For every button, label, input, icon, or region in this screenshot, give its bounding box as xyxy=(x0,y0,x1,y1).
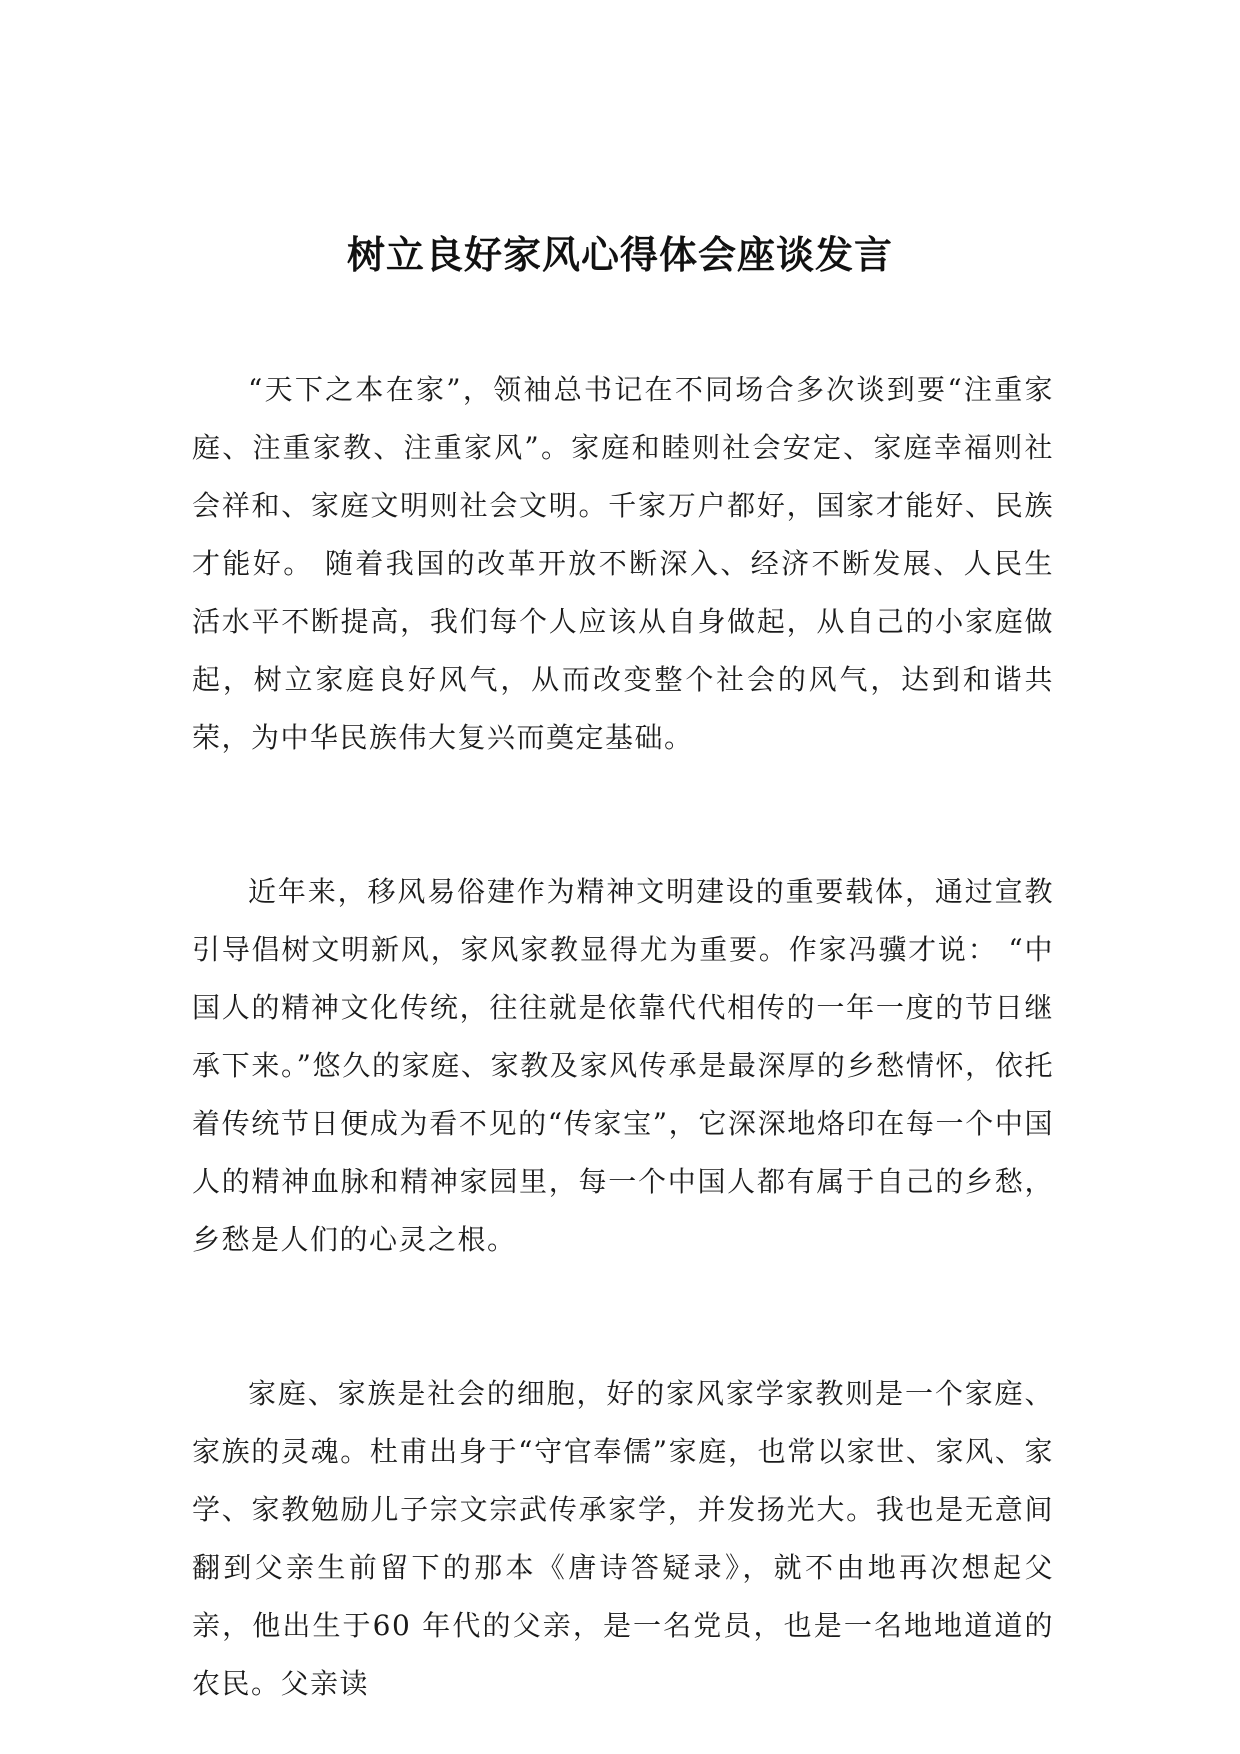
paragraph-3: 家庭、家族是社会的细胞，好的家风家学家教则是一个家庭、家族的灵魂。杜甫出身于“守官奉儒”家庭，也常以家世、家风、家学、家教勉励儿子宗文宗武传承家学，并发扬光大。我也是无意间翻到父亲生前留下的那本《唐诗答疑录》，就不由地再次想起父亲，他出生于60 年代的父亲，是一名党员，也是一名地地道道的农民。父亲读 xyxy=(192,1377,1054,1700)
paragraph-1: “天下之本在家”，领袖总书记在不同场合多次谈到要“注重家庭、注重家教、注重家风”。家庭和睦则社会安定、家庭幸福则社会祥和、家庭文明则社会文明。千家万户都好，国家才能好、民族才能好。 随着我国的改革开放不断深入、经济不断发展、人民生活水平不断提高，我们每个人应该从自身做起，从自己的小家庭做起，树立家庭良好风气，从而改变整个社会的风气，达到和谐共荣，为中华民族伟大复兴而奠定基础。 xyxy=(192,373,1054,754)
document-title: 树立良好家风心得体会座谈发言 xyxy=(346,232,893,278)
paragraph-2: 近年来，移风易俗建作为精神文明建设的重要载体，通过宣教引导倡树文明新风，家风家教显得尤为重要。作家冯骥才说： “中国人的精神文化传统，往往就是依靠代代相传的一年一度的节日继承下来。”悠久的家庭、家教及家风传承是最深厚的乡愁情怀，依托着传统节日便成为看不见的“传家宝”，它深深地烙印在每一个中国人的精神血脉和精神家园里，每一个中国人都有属于自己的乡愁，乡愁是人们的心灵之根。 xyxy=(192,875,1054,1256)
